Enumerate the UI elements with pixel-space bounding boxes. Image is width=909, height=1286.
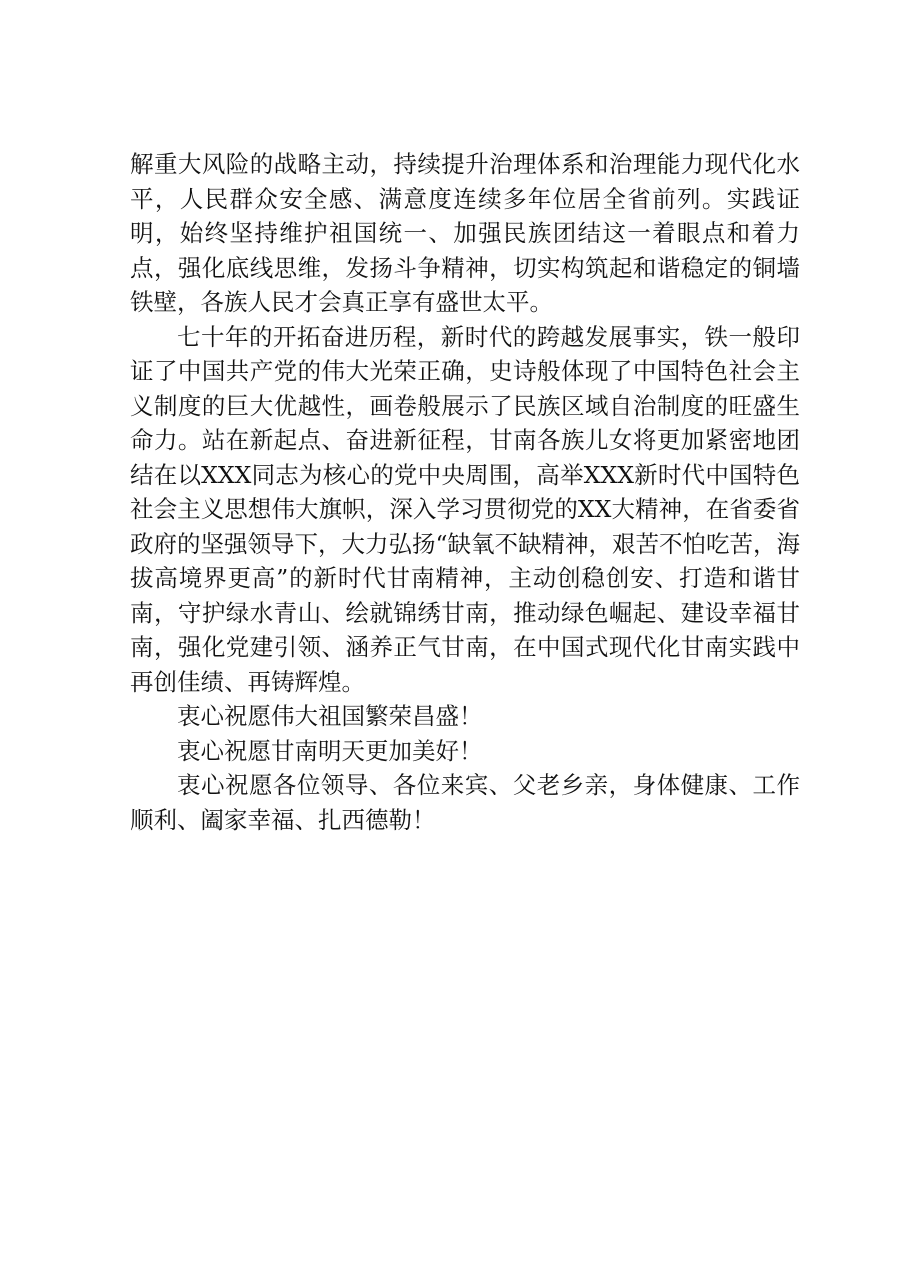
document-body <box>130 147 800 837</box>
paragraph-wish-motherland: 衷心祝愿伟大祖国繁荣昌盛！ <box>177 702 483 730</box>
paragraph-closing-of-previous: 解重大风险的战略主动，持续提升治理体系和治理能力现代化水平，人民群众安全感、满意度连续多年位居全省前列。实践证明，始终坚持维护祖国统一、加强民族团结这一着眼点和着力点，强化底线思维，发扬斗争精神，切实构筑起和谐稳定的铜墙铁壁，各族人民才会真正享有盛世太平。 <box>130 150 800 316</box>
paragraph-wish-gannan: 衷心祝愿甘南明天更加美好！ <box>177 736 483 765</box>
paragraph-seventy-years: 七十年的开拓奋进历程，新时代的跨越发展事实，铁一般印证了中国共产党的伟大光荣正确，史诗般体现了中国特色社会主义制度的巨大优越性，画卷般展示了民族区域自治制度的旺盛生命力。站在新起点、奋进新征程，甘南各族儿女将更加紧密地团结在以XXX同志为核心的党中央周围，高举XXX新时代中国特色社会主义思想伟大旗帜，深入学习贯彻党的XX大精神，在省委省政府的坚强领导下，大力弘扬“缺氧不缺精神，艰苦不怕吃苦，海拔高境界更高”的新时代甘南精神，主动创稳创安、打造和谐甘南，守护绿水青山、绘就锦绣甘南，推动绿色崛起、建设幸福甘南，强化党建引领、涵养正气甘南，在中国式现代化甘南实践中再创佳绩、再铸辉煌。 <box>130 322 801 696</box>
paragraph-wish-guests: 衷心祝愿各位领导、各位来宾、父老乡亲，身体健康、工作顺利、阖家幸福、扎西德勒！ <box>130 771 800 834</box>
